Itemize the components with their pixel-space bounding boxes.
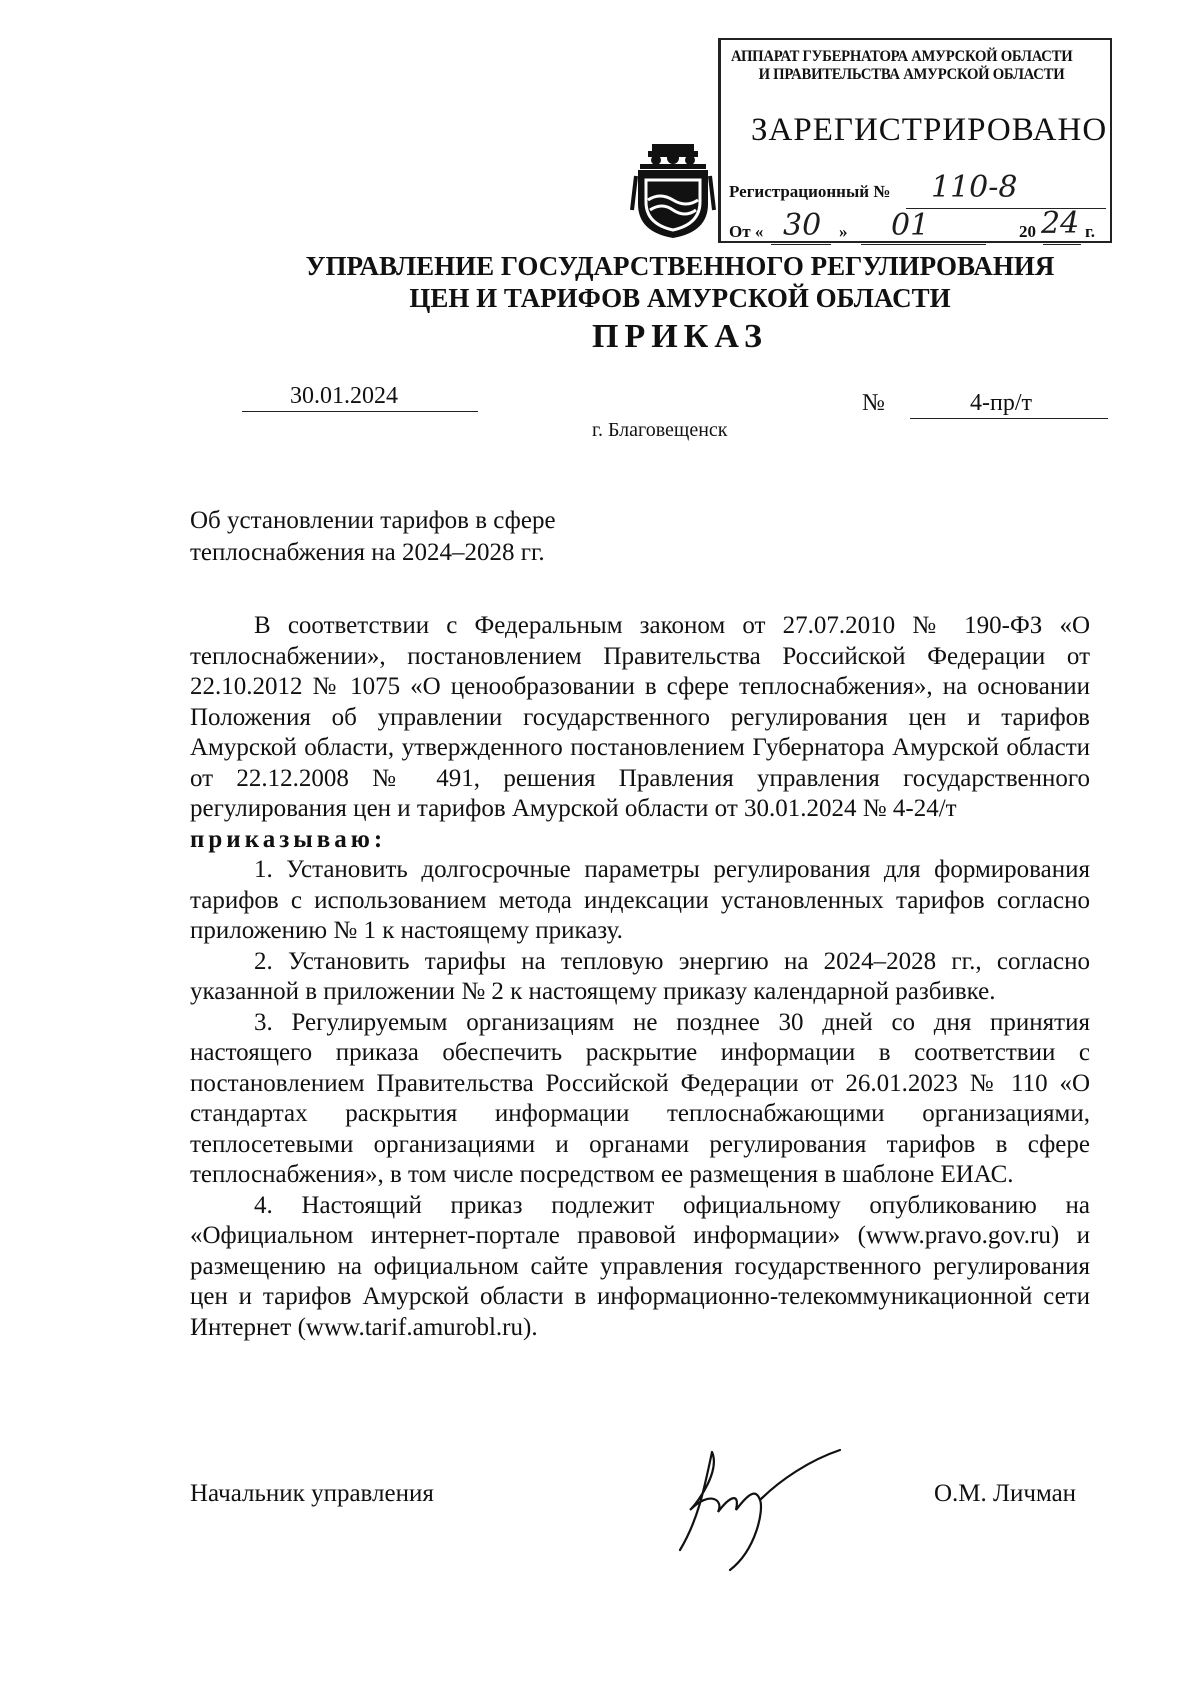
stamp-reg-label: Регистрационный № [729,182,891,201]
signatory-name: О.М. Личман [934,1480,1077,1507]
signatory-position: Начальник управления [190,1480,434,1507]
registration-stamp [718,38,1112,243]
stamp-date-year-end: г. [1085,222,1096,241]
stamp-reg-number: 110-8 [931,170,1018,205]
order-number-label: № [862,390,885,416]
stamp-date-mid: » [839,222,848,241]
subject-line1: Об установлении тарифов в сфере [190,507,556,534]
order-word: приказываю: [190,825,387,853]
subject-line2: теплоснабжения на 2024–2028 гг. [190,539,545,566]
agency-name-line1: УПРАВЛЕНИЕ ГОСУДАРСТВЕННОГО РЕГУЛИРОВАНИЯ [305,251,1055,281]
stamp-date-prefix: От « [729,222,764,241]
order-date: 30.01.2024 [290,383,398,409]
agency-name-line2: ЦЕН И ТАРИФОВ АМУРСКОЙ ОБЛАСТИ [409,283,951,313]
city-name: г. Благовещенск [592,419,728,441]
stamp-org-line2: И ПРАВИТЕЛЬСТВА АМУРСКОЙ ОБЛАСТИ [758,66,1065,83]
stamp-organization [731,48,1081,84]
coat-of-arms-icon [630,140,716,240]
order-number: 4-пр/т [970,390,1032,416]
order-item-4: 4. Настоящий приказ подлежит официальному опубликованию на «Официальном интернет-портале правовой информации» (www.pravo.gov.ru) и размещению на официальном сайте управления государственного регулирования цен и тарифов Амурской области в информационно-телекоммуникационной сети Интернет (www.tarif.amurobl.ru). [190,1191,1090,1341]
order-item-2: 2. Установить тарифы на тепловую энергию на 2024–2028 гг., согласно указанной в приложении № 2 к настоящему приказу календарной разбивке. [190,947,1090,1005]
stamp-date-year-suffix: 24 [1041,206,1080,241]
stamp-org-line1: АППАРАТ ГУБЕРНАТОРА АМУРСКОЙ ОБЛАСТИ [731,48,1073,65]
preamble-paragraph: В соответствии с Федеральным законом от 27.07.2010 № 190-ФЗ «О теплоснабжении», постановлением Правительства Российской Федерации от 22.10.2012 № 1075 «О ценообразовании в сфере теплоснабжения», на основании Положения об управлении государственного регулирования цен и тарифов Амурской области, утвержденного постановлением Губернатора Амурской области от 22.12.2008 № 491, решения Правления управления государственного регулирования цен и тарифов Амурской области от 30.01.2024 № 4-24/т [190,612,1090,822]
document-type-title: ПРИКАЗ [592,318,768,355]
stamp-date-year-prefix: 20 [1019,222,1036,241]
stamp-title: ЗАРЕГИСТРИРОВАНО [751,112,1108,148]
document-body [190,611,1090,1343]
handwritten-signature [660,1430,850,1580]
subject [190,505,556,569]
order-item-3: 3. Регулируемым организациям не позднее 30 дней со дня принятия настоящего приказа обеспечить раскрытие информации в соответствии с постановлением Правительства Российской Федерации от 26.01.2023 № 110 «О стандартах раскрытия информации теплоснабжающими организациями, теплосетевыми организациями и органами регулирования тарифов в сфере теплоснабжения», в том числе посредством ее размещения в шаблоне ЕИАС. [190,1008,1090,1188]
order-item-1: 1. Установить долгосрочные параметры регулирования для формирования тарифов с использованием метода индексации установленных тарифов согласно приложению № 1 к настоящему приказу. [190,856,1090,944]
stamp-date-month: 01 [891,208,930,243]
stamp-date-day: 30 [783,208,822,243]
